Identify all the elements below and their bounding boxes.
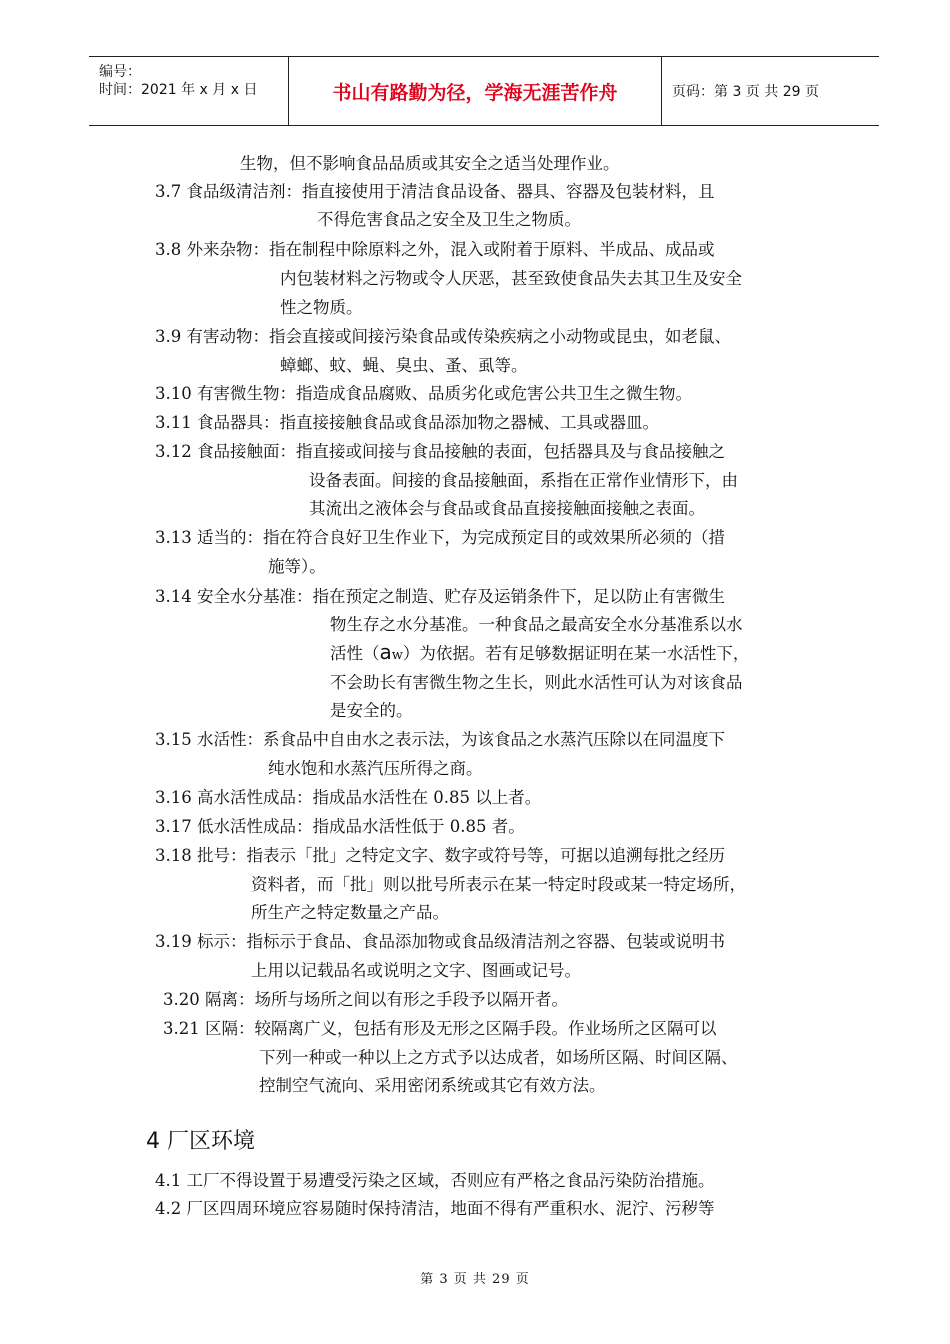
body-line: 设备表面。间接的食品接触面，系指在正常作业情形下，由 xyxy=(309,471,738,490)
body-line: 纯水饱和水蒸汽压所得之商。 xyxy=(268,759,483,778)
body-line: 上用以记载品名或说明之文字、图画或记号。 xyxy=(251,961,581,980)
body-line: 下列一种或一种以上之方式予以达成者，如场所区隔、时间区隔、 xyxy=(259,1048,738,1067)
body-line: 是安全的。 xyxy=(330,701,413,720)
header-divider xyxy=(661,57,662,125)
body-line: 3.10 有害微生物：指造成食品腐败、品质劣化或危害公共卫生之微生物。 xyxy=(155,384,692,403)
body-line: 3.9 有害动物：指会直接或间接污染食品或传染疾病之小动物或昆虫，如老鼠、 xyxy=(155,327,731,346)
body-line: 3.19 标示：指标示于食品、食品添加物或食品级清洁剂之容器、包装或说明书 xyxy=(155,932,725,951)
body-line xyxy=(330,640,749,668)
body-line: 资料者，而「批」则以批号所表示在某一特定时段或某一特定场所， xyxy=(251,875,746,894)
body-line: 其流出之液体会与食品或食品直接接触面接触之表面。 xyxy=(309,499,705,518)
header-motto: 书山有路勤为径，学海无涯苦作舟 xyxy=(332,81,618,104)
text-run: 活性（ xyxy=(330,644,380,663)
body-line: 3.17 低水活性成品：指成品水活性低于 0.85 者。 xyxy=(155,817,525,836)
symbol-w: w xyxy=(391,648,403,663)
body-line: 3.8 外来杂物：指在制程中除原料之外，混入或附着于原料、半成品、成品或 xyxy=(155,240,715,259)
body-line: 施等）。 xyxy=(268,557,326,576)
body-line: 3.7 食品级清洁剂：指直接使用于清洁食品设备、器具、容器及包装材料，且 xyxy=(155,182,715,201)
body-line: 物生存之水分基准。一种食品之最高安全水分基准系以水 xyxy=(330,615,743,634)
body-line: 控制空气流向、采用密闭系统或其它有效方法。 xyxy=(259,1076,606,1095)
header-meta xyxy=(99,63,257,99)
section-heading: 4 厂区环境 xyxy=(146,1129,255,1154)
body-line: 3.16 高水活性成品：指成品水活性在 0.85 以上者。 xyxy=(155,788,542,807)
body-line: 所生产之特定数量之产品。 xyxy=(251,903,449,922)
body-line: 不会助长有害微生物之生长，则此水活性可认为对该食品 xyxy=(330,673,743,692)
page-header xyxy=(89,56,879,126)
body-line: 4.2 厂区四周环境应容易随时保持清洁，地面不得有严重积水、泥泞、污秽等 xyxy=(155,1199,715,1218)
body-line: 3.20 隔离：场所与场所之间以有形之手段予以隔开者。 xyxy=(163,990,568,1009)
symbol-a: a xyxy=(379,640,392,664)
body-line: 3.15 水活性：系食品中自由水之表示法，为该食品之水蒸汽压除以在同温度下 xyxy=(155,730,725,749)
body-line: 3.12 食品接触面：指直接或间接与食品接触的表面，包括器具及与食品接触之 xyxy=(155,442,725,461)
body-line: 不得危害食品之安全及卫生之物质。 xyxy=(317,210,581,229)
header-page-number: 页码：第 3 页 共 29 页 xyxy=(672,84,819,100)
text-run: ）为依据。若有足够数据证明在某一水活性下， xyxy=(402,644,750,663)
body-line: 蟑螂、蚊、蝇、臭虫、蚤、虱等。 xyxy=(280,356,528,375)
body-line: 生物，但不影响食品品质或其安全之适当处理作业。 xyxy=(240,154,620,173)
page-footer: 第 3 页 共 29 页 xyxy=(420,1272,530,1287)
header-time: 时间：2021 年 x 月 x 日 xyxy=(99,82,258,98)
body-line: 3.21 区隔：较隔离广义，包括有形及无形之区隔手段。作业场所之区隔可以 xyxy=(163,1019,717,1038)
body-line: 4.1 工厂不得设置于易遭受污染之区域，否则应有严格之食品污染防治措施。 xyxy=(155,1171,715,1190)
header-number: 编号： xyxy=(99,64,141,80)
body-line: 性之物质。 xyxy=(280,298,363,317)
body-line: 内包装材料之污物或令人厌恶，甚至致使食品失去其卫生及安全 xyxy=(280,269,742,288)
body-line: 3.14 安全水分基准：指在预定之制造、贮存及运销条件下，足以防止有害微生 xyxy=(155,587,725,606)
body-line: 3.18 批号：指表示「批」之特定文字、数字或符号等，可据以追溯每批之经历 xyxy=(155,846,725,865)
body-line: 3.13 适当的：指在符合良好卫生作业下，为完成预定目的或效果所必须的（措 xyxy=(155,528,725,547)
body-line: 3.11 食品器具：指直接接触食品或食品添加物之器械、工具或器皿。 xyxy=(155,413,659,432)
